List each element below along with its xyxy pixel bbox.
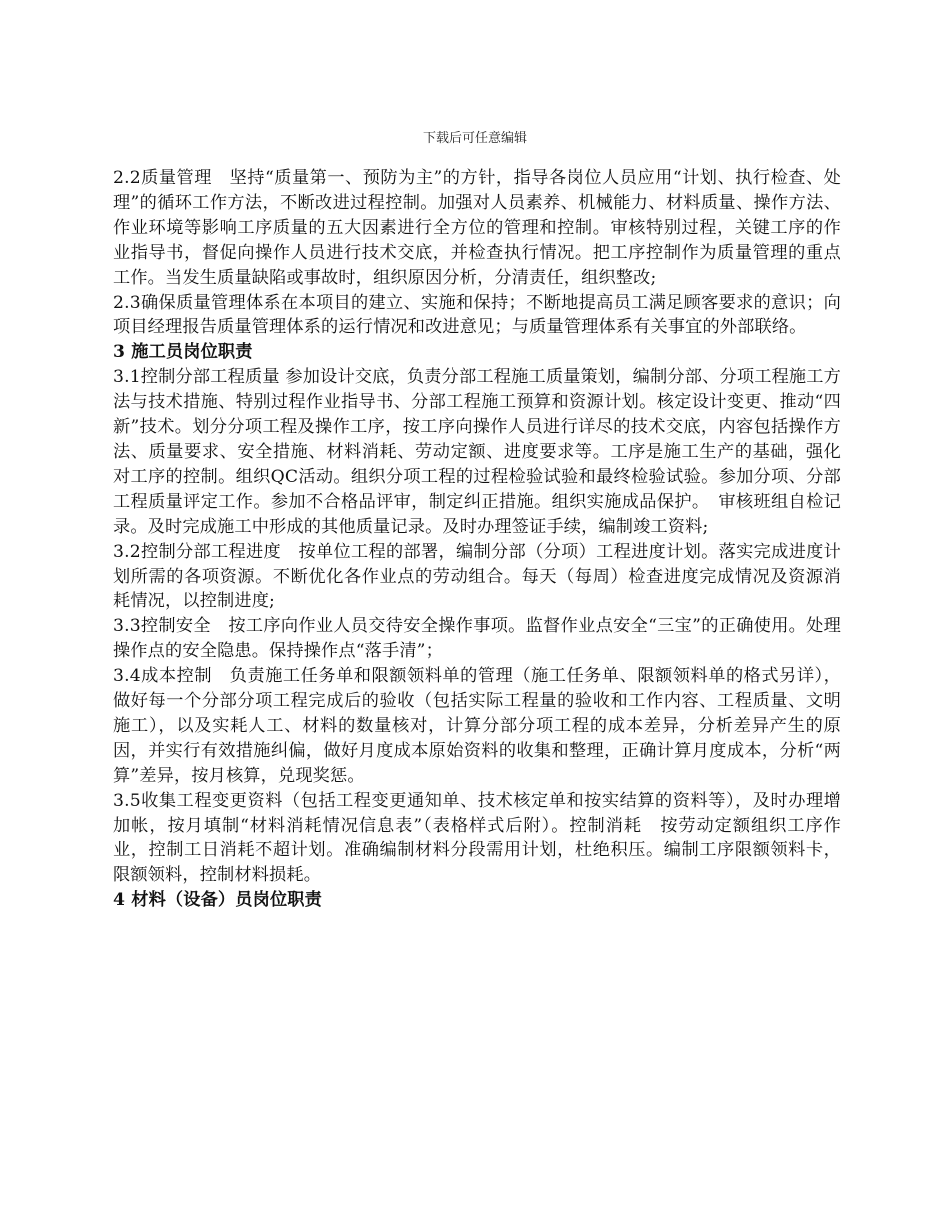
section-heading-3: 3 施工员岗位职责 <box>113 342 253 363</box>
paragraph-3-2-schedule-control: 3.2控制分部工程进度 按单位工程的部署，编制分部（分项）工程进度计划。落实完成进度计划所需的各项资源。不断优化各作业点的劳动组合。每天（每周）检查进度完成情况及资源消耗情况，以控制进度; <box>113 541 841 612</box>
paragraph-3-3-safety-control: 3.3控制安全 按工序向作业人员交待安全操作事项。监督作业点安全“三宝”的正确使用。处理操作点的安全隐患。保持操作点“落手清”； <box>113 616 841 662</box>
page-header: 下载后可任意编辑 <box>422 131 527 146</box>
paragraph-2-2-quality-management: 2.2质量管理 坚持“质量第一、预防为主”的方针，指导各岗位人员应用“计划、执行检查、处理”的循环工作方法，不断改进过程控制。加强对人员素养、机械能力、材料质量、操作方法、作业环境等影响工序质量的五大因素进行全方位的管理和控制。审核特别过程，关键工序的作业指导书，督促向操作人员进行技术交底，并检查执行情况。把工序控制作为质量管理的重点工作。当发生质量缺陷或事故时，组织原因分析，分清责任，组织整改; <box>113 168 841 288</box>
section-heading-4: 4 材料（设备）员岗位职责 <box>113 890 322 911</box>
document-body <box>113 166 841 913</box>
paragraph-3-5-change-records: 3.5收集工程变更资料（包括工程变更通知单、技术核定单和按实结算的资料等），及时办理增加帐，按月填制“材料消耗情况信息表”（表格样式后附）。控制消耗 按劳动定额组织工序作业，控制工日消耗不超计划。准确编制材料分段需用计划，杜绝积压。编制工序限额领料卡，限额领料，控制材料损耗。 <box>113 790 841 886</box>
paragraph-3-4-cost-control: 3.4成本控制 负责施工任务单和限额领料单的管理（施工任务单、限额领料单的格式另详），做好每一个分部分项工程完成后的验收（包括实际工程量的验收和工作内容、工程质量、文明施工），以及实耗人工、材料的数量核对，计算分部分项工程的成本差异，分析差异产生的原因，并实行有效措施纠偏，做好月度成本原始资料的收集和整理，正确计算月度成本，分析“两算”差异，按月核算，兑现奖惩。 <box>113 666 841 786</box>
paragraph-3-1-quality-control: 3.1控制分部工程质量 参加设计交底，负责分部工程施工质量策划，编制分部、分项工程施工方法与技术措施、特别过程作业指导书、分部工程施工预算和资源计划。核定设计变更、推动“四新”技术。划分分项工程及操作工序，按工序向操作人员进行详尽的技术交底，内容包括操作方法、质量要求、安全措施、材料消耗、劳动定额、进度要求等。工序是施工生产的基础，强化对工序的控制。组织QC活动。组织分项工程的过程检验试验和最终检验试验。参加分项、分部工程质量评定工作。参加不合格品评审，制定纠正措施。组织实施成品保护。 审核班组自检记录。及时完成施工中形成的其他质量记录。及时办理签证手续，编制竣工资料; <box>113 367 841 537</box>
paragraph-2-3-quality-system: 2.3确保质量管理体系在本项目的建立、实施和保持；不断地提高员工满足顾客要求的意识；向项目经理报告质量管理体系的运行情况和改进意见；与质量管理体系有关事宜的外部联络。 <box>113 292 841 338</box>
